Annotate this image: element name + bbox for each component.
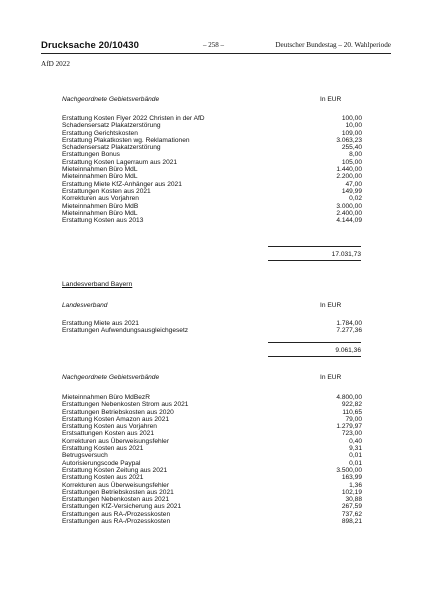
entry-amount: 1.784,00 bbox=[336, 320, 362, 327]
section-label: Landesverband bbox=[62, 302, 108, 309]
section-header bbox=[62, 374, 362, 386]
entry-description: Erstattung Miete KfZ-Anhänger aus 2021 bbox=[62, 180, 182, 188]
page-number: – 258 – bbox=[203, 41, 224, 49]
total-rule-bottom bbox=[268, 356, 361, 357]
entry-amount: 922,82 bbox=[341, 401, 362, 409]
table-row bbox=[62, 438, 362, 445]
unit-label: In EUR bbox=[320, 302, 342, 309]
entry-description: Korrekturen aus Vorjahren bbox=[62, 195, 139, 203]
section-gebietsverbaende-2 bbox=[62, 374, 362, 525]
table-row bbox=[62, 401, 362, 408]
table-row bbox=[62, 474, 362, 481]
table-row bbox=[62, 210, 362, 217]
table-row bbox=[62, 460, 362, 467]
entry-amount: 1.440,00 bbox=[336, 166, 362, 174]
entry-description: Erstattung Kosten aus 2013 bbox=[62, 217, 144, 225]
table-row bbox=[62, 467, 362, 474]
section-header bbox=[62, 302, 362, 314]
landesverband-title: Landesverband Bayern bbox=[62, 281, 133, 288]
table-row bbox=[62, 518, 362, 525]
entry-description: Erstsattungen Kosten aus 2021 bbox=[62, 430, 155, 438]
entry-description: Schadensersatz Plakatzerstörung bbox=[62, 144, 161, 152]
entry-amount: 3.063,23 bbox=[336, 136, 362, 144]
table-row bbox=[62, 166, 362, 173]
entry-amount: 110,65 bbox=[342, 408, 362, 416]
unit-label: In EUR bbox=[320, 96, 342, 103]
table-row bbox=[62, 115, 362, 122]
entry-amount: 0,01 bbox=[349, 452, 362, 460]
entry-description: Erstattungen Nebenkosten aus 2021 bbox=[62, 496, 170, 504]
entry-amount: 102,19 bbox=[341, 488, 362, 496]
table-row bbox=[62, 416, 362, 423]
table-row bbox=[62, 496, 362, 503]
entry-description: Erstattungen Nebenkosten Strom aus 2021 bbox=[62, 401, 189, 409]
table-row bbox=[62, 173, 362, 180]
publisher-label: Deutscher Bundestag – 20. Wahlperiode bbox=[275, 41, 391, 49]
section-gebietsverbaende-1 bbox=[62, 96, 362, 224]
total-rule-bottom bbox=[268, 260, 361, 261]
section-header bbox=[62, 96, 362, 108]
entry-list bbox=[62, 394, 362, 525]
table-row bbox=[62, 409, 362, 416]
entry-amount: 10,00 bbox=[345, 122, 362, 130]
unit-label: In EUR bbox=[320, 374, 342, 381]
entry-list bbox=[62, 320, 362, 335]
entry-description: Mieteinnahmen Büro MdL bbox=[62, 166, 138, 174]
entry-description: Mieteinnahmen Büro MdB bbox=[62, 202, 139, 210]
entry-amount: 30,88 bbox=[345, 496, 362, 504]
table-row bbox=[62, 327, 362, 334]
entry-description: Erstattungen Betriebskosten aus 2021 bbox=[62, 488, 174, 496]
table-row bbox=[62, 151, 362, 158]
entry-description: Mieteinnahmen Büro MdL bbox=[62, 173, 138, 181]
entry-amount: 737,62 bbox=[341, 510, 362, 518]
entry-amount: 2.400,00 bbox=[336, 209, 362, 217]
entry-amount: 723,00 bbox=[341, 430, 362, 438]
entry-amount: 255,40 bbox=[341, 144, 362, 152]
entry-amount: 4.800,00 bbox=[336, 394, 362, 401]
table-row bbox=[62, 394, 362, 401]
section-total: 17.031,73 bbox=[331, 251, 361, 258]
entry-amount: 3.000,00 bbox=[336, 202, 362, 210]
table-row bbox=[62, 503, 362, 510]
entry-description: Erstattungen Aufwendungsausgleichgesetz bbox=[62, 327, 189, 335]
table-row bbox=[62, 423, 362, 430]
entry-amount: 0,01 bbox=[349, 459, 362, 467]
table-row bbox=[62, 511, 362, 518]
entry-description: Erstattungen aus RA-/Prozesskosten bbox=[62, 518, 171, 526]
table-row bbox=[62, 130, 362, 137]
entry-amount: 267,59 bbox=[341, 503, 362, 511]
section-label: Nachgeordnete Gebietsverbände bbox=[62, 374, 160, 381]
entry-amount: 149,99 bbox=[341, 187, 362, 195]
party-year-label: AfD 2022 bbox=[41, 60, 70, 68]
document-number: Drucksache 20/10430 bbox=[41, 40, 140, 51]
section-total: 9.061,36 bbox=[335, 347, 361, 354]
entry-amount: 0,02 bbox=[349, 195, 362, 203]
entry-description: Mieteinnahmen Büro MdL bbox=[62, 209, 138, 217]
entry-description: Erstattung Kosten Flyer 2022 Christen in der AfD bbox=[62, 115, 205, 122]
entry-description: Erstattung Kosten Lagerraum aus 2021 bbox=[62, 158, 178, 166]
entry-description: Erstattung Kosten aus Vorjahren bbox=[62, 423, 157, 431]
table-row bbox=[62, 144, 362, 151]
table-row bbox=[62, 203, 362, 210]
table-row bbox=[62, 188, 362, 195]
table-row bbox=[62, 122, 362, 129]
entry-amount: 109,00 bbox=[341, 129, 362, 137]
entry-description: Betrugsversuch bbox=[62, 452, 108, 460]
entry-description: Erstattung Kosten Amazon aus 2021 bbox=[62, 415, 170, 423]
entry-amount: 9,31 bbox=[349, 445, 362, 453]
entry-description: Erstattungen Bonus bbox=[62, 151, 120, 159]
page-header bbox=[41, 40, 391, 52]
entry-description: Erstattung Kosten aus 2021 bbox=[62, 445, 144, 453]
entry-amount: 1.279,97 bbox=[336, 423, 362, 431]
section-label: Nachgeordnete Gebietsverbände bbox=[62, 96, 160, 103]
section-landesverband bbox=[62, 302, 362, 335]
entry-amount: 2.200,00 bbox=[336, 173, 362, 181]
entry-description: Korrekturen aus Überweisungsfehler bbox=[62, 437, 170, 445]
table-row bbox=[62, 452, 362, 459]
total-rule-top bbox=[268, 342, 361, 343]
entry-description: Erstattung Kosten aus 2021 bbox=[62, 474, 144, 482]
entry-description: Erstattungen Betriebskosten aus 2020 bbox=[62, 408, 174, 416]
table-row bbox=[62, 159, 362, 166]
entry-description: Korrekturen aus Überweisungsfehler bbox=[62, 481, 170, 489]
table-row bbox=[62, 482, 362, 489]
entry-amount: 898,21 bbox=[341, 518, 362, 526]
table-row bbox=[62, 195, 362, 202]
entry-description: Erstattung Plakatkosten wg. Reklamationen bbox=[62, 136, 190, 144]
table-row bbox=[62, 489, 362, 496]
entry-amount: 105,00 bbox=[341, 158, 362, 166]
table-row bbox=[62, 181, 362, 188]
entry-amount: 1,36 bbox=[349, 481, 362, 489]
entry-amount: 163,99 bbox=[341, 474, 362, 482]
table-row bbox=[62, 445, 362, 452]
entry-description: Erstattungen aus RA-/Prozesskosten bbox=[62, 510, 171, 518]
header-rule bbox=[41, 53, 391, 54]
entry-description: Erstattung Gerichtskosten bbox=[62, 129, 138, 137]
entry-description: Erstattungen Kosten aus 2021 bbox=[62, 187, 151, 195]
entry-amount: 79,00 bbox=[345, 415, 362, 423]
entry-description: Erstattung Kosten Zeitung aus 2021 bbox=[62, 466, 168, 474]
total-rule-top bbox=[268, 246, 361, 247]
entry-amount: 47,00 bbox=[345, 180, 362, 188]
entry-description: Autorisierungscode Paypal bbox=[62, 459, 141, 467]
entry-amount: 0,40 bbox=[349, 437, 362, 445]
table-row bbox=[62, 320, 362, 327]
entry-amount: 4.144,09 bbox=[336, 217, 362, 225]
entry-description: Mieteinnahmen Büro MdBezR bbox=[62, 394, 150, 401]
entry-amount: 8,00 bbox=[349, 151, 362, 159]
table-row bbox=[62, 217, 362, 224]
entry-list bbox=[62, 115, 362, 224]
entry-amount: 100,00 bbox=[341, 115, 362, 122]
table-row bbox=[62, 430, 362, 437]
table-row bbox=[62, 137, 362, 144]
entry-description: Erstattungen KfZ-Versicherung aus 2021 bbox=[62, 503, 182, 511]
entry-amount: 3.500,00 bbox=[336, 466, 362, 474]
entry-amount: 7.277,36 bbox=[336, 327, 362, 335]
entry-description: Erstattung Miete aus 2021 bbox=[62, 320, 139, 327]
entry-description: Schadensersatz Plakatzerstörung bbox=[62, 122, 161, 130]
